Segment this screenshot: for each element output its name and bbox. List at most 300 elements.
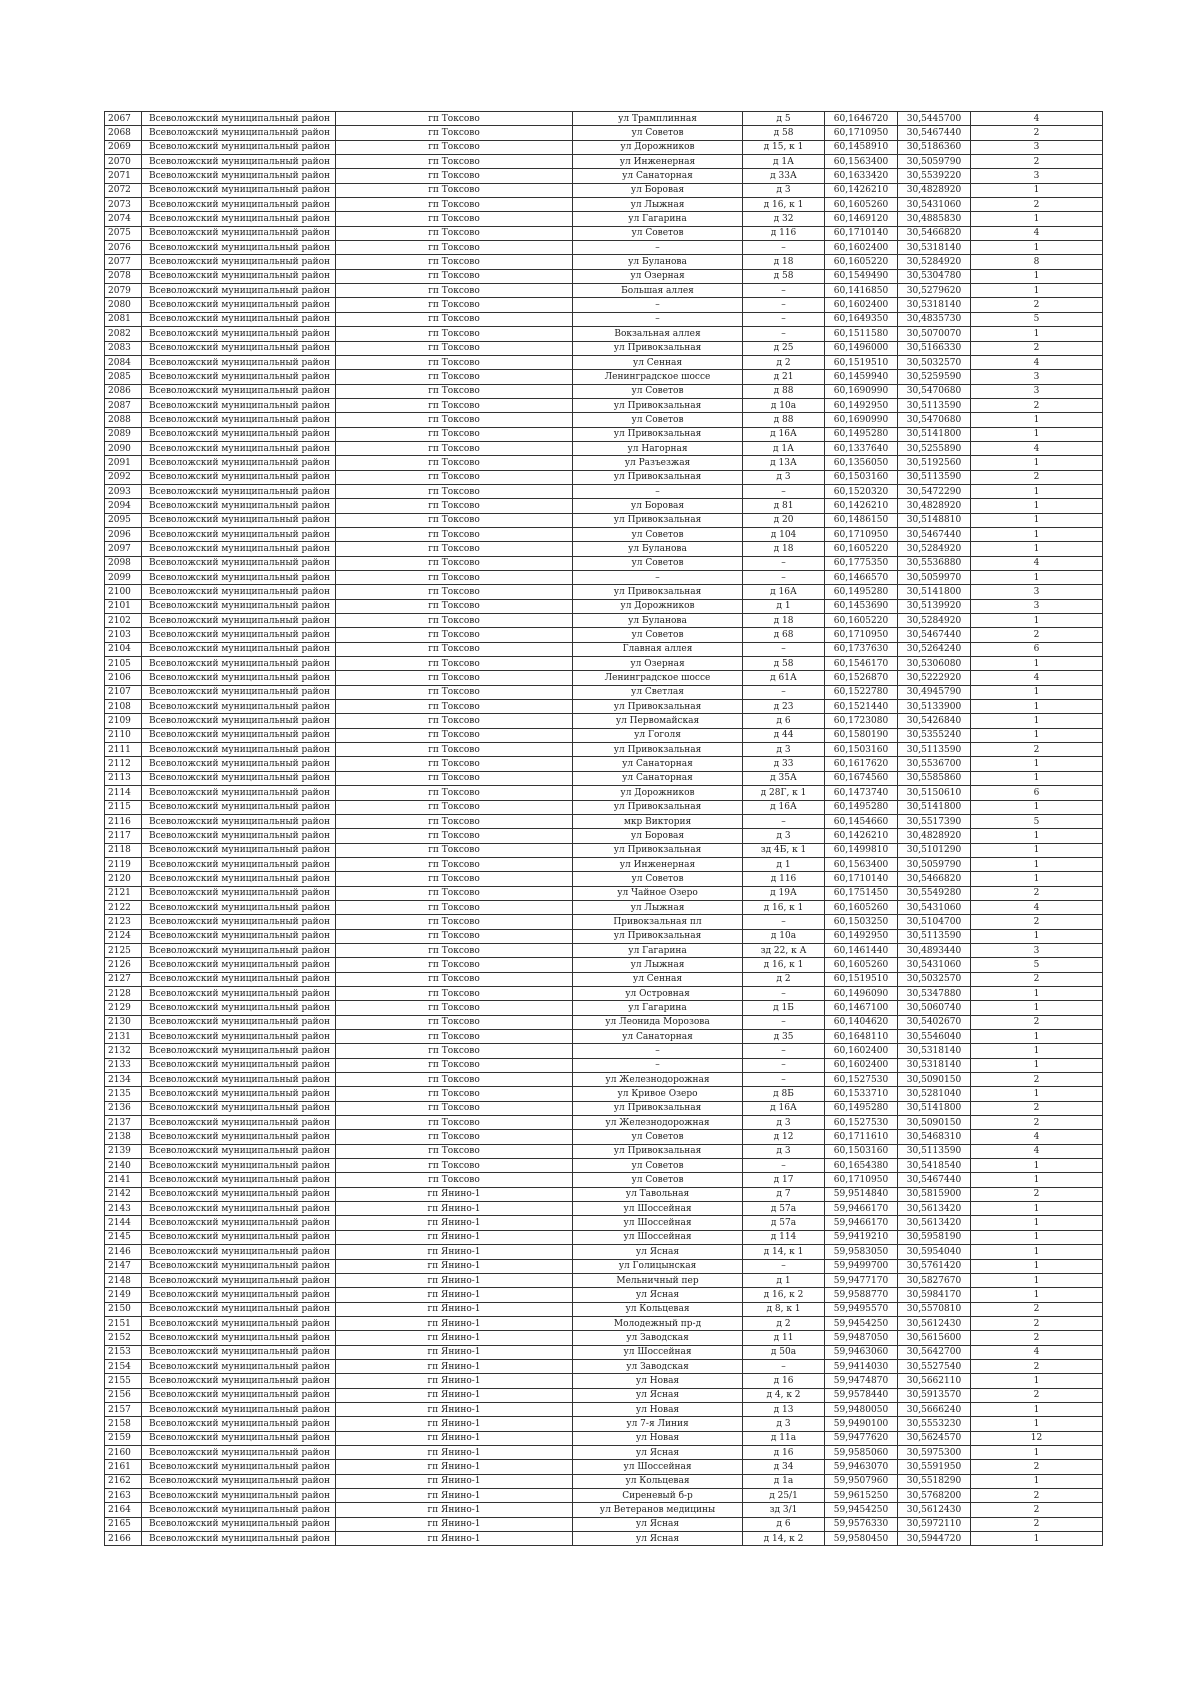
row-id: 2131 (105, 1030, 142, 1044)
table-row (105, 800, 1103, 814)
count-cell: 1 (971, 986, 1103, 1000)
table-row (105, 1058, 1103, 1072)
row-id: 2087 (105, 398, 142, 412)
latitude-cell: 60,1710140 (825, 226, 898, 240)
street-cell: ул Советов (573, 384, 743, 398)
latitude-cell: 59,9576330 (825, 1517, 898, 1531)
house-cell: зд 3/1 (743, 1503, 825, 1517)
district-cell: Всеволожский муниципальный район (142, 413, 336, 427)
row-id: 2074 (105, 212, 142, 226)
table-row (105, 757, 1103, 771)
count-cell: 2 (971, 1302, 1103, 1316)
district-cell: Всеволожский муниципальный район (142, 786, 336, 800)
latitude-cell: 59,9419210 (825, 1230, 898, 1244)
house-cell: д 7 (743, 1187, 825, 1201)
count-cell: 1 (971, 872, 1103, 886)
count-cell: 2 (971, 972, 1103, 986)
street-cell: ул Боровая (573, 499, 743, 513)
count-cell: 2 (971, 1116, 1103, 1130)
district-cell: Всеволожский муниципальный район (142, 872, 336, 886)
settlement-cell: гп Токсово (336, 1144, 573, 1158)
latitude-cell: 60,1492950 (825, 929, 898, 943)
row-id: 2103 (105, 628, 142, 642)
house-cell: д 19А (743, 886, 825, 900)
longitude-cell: 30,5318140 (898, 1058, 971, 1072)
longitude-cell: 30,4945790 (898, 685, 971, 699)
district-cell: Всеволожский муниципальный район (142, 900, 336, 914)
longitude-cell: 30,4828920 (898, 829, 971, 843)
table-row (105, 1173, 1103, 1187)
latitude-cell: 60,1492950 (825, 398, 898, 412)
latitude-cell: 60,1710140 (825, 872, 898, 886)
street-cell: – (573, 571, 743, 585)
settlement-cell: гп Токсово (336, 1073, 573, 1087)
settlement-cell: гп Токсово (336, 470, 573, 484)
table-row (105, 1302, 1103, 1316)
longitude-cell: 30,5141800 (898, 585, 971, 599)
street-cell: Большая аллея (573, 284, 743, 298)
house-cell: д 8Б (743, 1087, 825, 1101)
latitude-cell: 60,1503160 (825, 743, 898, 757)
district-cell: Всеволожский муниципальный район (142, 886, 336, 900)
row-id: 2120 (105, 872, 142, 886)
table-row (105, 614, 1103, 628)
row-id: 2155 (105, 1374, 142, 1388)
row-id: 2110 (105, 728, 142, 742)
latitude-cell: 59,9477170 (825, 1273, 898, 1287)
latitude-cell: 59,9474870 (825, 1374, 898, 1388)
district-cell: Всеволожский муниципальный район (142, 1460, 336, 1474)
house-cell: д 10а (743, 398, 825, 412)
longitude-cell: 30,5192560 (898, 456, 971, 470)
count-cell: 1 (971, 757, 1103, 771)
row-id: 2088 (105, 413, 142, 427)
house-cell: д 28Г, к 1 (743, 786, 825, 800)
house-cell: д 33 (743, 757, 825, 771)
row-id: 2090 (105, 441, 142, 455)
table-row (105, 599, 1103, 613)
house-cell: – (743, 685, 825, 699)
latitude-cell: 60,1404620 (825, 1015, 898, 1029)
house-cell: д 4, к 2 (743, 1388, 825, 1402)
district-cell: Всеволожский муниципальный район (142, 556, 336, 570)
row-id: 2078 (105, 269, 142, 283)
district-cell: Всеволожский муниципальный район (142, 571, 336, 585)
count-cell: 1 (971, 327, 1103, 341)
longitude-cell: 30,5612430 (898, 1503, 971, 1517)
latitude-cell: 60,1710950 (825, 628, 898, 642)
latitude-cell: 60,1503160 (825, 470, 898, 484)
latitude-cell: 59,9495570 (825, 1302, 898, 1316)
house-cell: д 116 (743, 226, 825, 240)
street-cell: Молодежный пр-д (573, 1316, 743, 1330)
street-cell: ул Новая (573, 1431, 743, 1445)
settlement-cell: гп Токсово (336, 1116, 573, 1130)
longitude-cell: 30,5642700 (898, 1345, 971, 1359)
table-row (105, 1030, 1103, 1044)
settlement-cell: гп Токсово (336, 915, 573, 929)
street-cell: ул Советов (573, 413, 743, 427)
table-row (105, 829, 1103, 843)
count-cell: 1 (971, 1374, 1103, 1388)
district-cell: Всеволожский муниципальный район (142, 642, 336, 656)
row-id: 2153 (105, 1345, 142, 1359)
row-id: 2079 (105, 284, 142, 298)
latitude-cell: 60,1602400 (825, 1058, 898, 1072)
district-cell: Всеволожский муниципальный район (142, 155, 336, 169)
latitude-cell: 59,9480050 (825, 1402, 898, 1416)
street-cell: ул Шоссейная (573, 1230, 743, 1244)
row-id: 2104 (105, 642, 142, 656)
settlement-cell: гп Токсово (336, 169, 573, 183)
district-cell: Всеволожский муниципальный район (142, 298, 336, 312)
table-row (105, 470, 1103, 484)
table-row (105, 1216, 1103, 1230)
latitude-cell: 59,9580450 (825, 1532, 898, 1546)
count-cell: 2 (971, 470, 1103, 484)
longitude-cell: 30,4893440 (898, 943, 971, 957)
street-cell: ул Гагарина (573, 212, 743, 226)
longitude-cell: 30,5032570 (898, 355, 971, 369)
latitude-cell: 60,1648110 (825, 1030, 898, 1044)
house-cell: д 1а (743, 1474, 825, 1488)
latitude-cell: 60,1496000 (825, 341, 898, 355)
house-cell: – (743, 1015, 825, 1029)
table-row (105, 872, 1103, 886)
district-cell: Всеволожский муниципальный район (142, 398, 336, 412)
count-cell: 1 (971, 843, 1103, 857)
latitude-cell: 59,9499700 (825, 1259, 898, 1273)
settlement-cell: гп Янино-1 (336, 1474, 573, 1488)
street-cell: ул Ясная (573, 1245, 743, 1259)
count-cell: 4 (971, 900, 1103, 914)
settlement-cell: гп Токсово (336, 484, 573, 498)
street-cell: ул Привокзальная (573, 585, 743, 599)
longitude-cell: 30,5615600 (898, 1331, 971, 1345)
count-cell: 2 (971, 1489, 1103, 1503)
street-cell: ул Ясная (573, 1532, 743, 1546)
district-cell: Всеволожский муниципальный район (142, 183, 336, 197)
longitude-cell: 30,5613420 (898, 1202, 971, 1216)
district-cell: Всеволожский муниципальный район (142, 743, 336, 757)
house-cell: д 68 (743, 628, 825, 642)
district-cell: Всеволожский муниципальный район (142, 700, 336, 714)
longitude-cell: 30,5466820 (898, 226, 971, 240)
table-row (105, 183, 1103, 197)
latitude-cell: 60,1527530 (825, 1073, 898, 1087)
district-cell: Всеволожский муниципальный район (142, 1001, 336, 1015)
settlement-cell: гп Токсово (336, 542, 573, 556)
settlement-cell: гп Янино-1 (336, 1202, 573, 1216)
count-cell: 3 (971, 384, 1103, 398)
house-cell: д 116 (743, 872, 825, 886)
settlement-cell: гп Токсово (336, 714, 573, 728)
street-cell: ул Голицынская (573, 1259, 743, 1273)
latitude-cell: 60,1520320 (825, 484, 898, 498)
table-row (105, 1015, 1103, 1029)
street-cell: ул Сенная (573, 972, 743, 986)
longitude-cell: 30,5104700 (898, 915, 971, 929)
house-cell: – (743, 915, 825, 929)
row-id: 2093 (105, 484, 142, 498)
district-cell: Всеволожский муниципальный район (142, 327, 336, 341)
longitude-cell: 30,5467440 (898, 1173, 971, 1187)
street-cell: ул Дорожников (573, 140, 743, 154)
count-cell: 6 (971, 642, 1103, 656)
latitude-cell: 60,1495280 (825, 800, 898, 814)
longitude-cell: 30,5975300 (898, 1445, 971, 1459)
house-cell: д 5 (743, 112, 825, 126)
row-id: 2107 (105, 685, 142, 699)
row-id: 2095 (105, 513, 142, 527)
district-cell: Всеволожский муниципальный район (142, 1030, 336, 1044)
settlement-cell: гп Токсово (336, 155, 573, 169)
table-row (105, 1460, 1103, 1474)
latitude-cell: 60,1503250 (825, 915, 898, 929)
row-id: 2161 (105, 1460, 142, 1474)
latitude-cell: 60,1527530 (825, 1116, 898, 1130)
street-cell: ул Чайное Озеро (573, 886, 743, 900)
longitude-cell: 30,5141800 (898, 800, 971, 814)
settlement-cell: гп Токсово (336, 312, 573, 326)
row-id: 2166 (105, 1532, 142, 1546)
district-cell: Всеволожский муниципальный район (142, 1331, 336, 1345)
row-id: 2072 (105, 183, 142, 197)
house-cell: д 16 (743, 1374, 825, 1388)
settlement-cell: гп Янино-1 (336, 1331, 573, 1345)
house-cell: д 10а (743, 929, 825, 943)
house-cell: д 15, к 1 (743, 140, 825, 154)
longitude-cell: 30,5355240 (898, 728, 971, 742)
longitude-cell: 30,5527540 (898, 1359, 971, 1373)
latitude-cell: 60,1605220 (825, 614, 898, 628)
street-cell: ул Островная (573, 986, 743, 1000)
street-cell: Привокзальная пл (573, 915, 743, 929)
latitude-cell: 60,1499810 (825, 843, 898, 857)
settlement-cell: гп Янино-1 (336, 1345, 573, 1359)
row-id: 2124 (105, 929, 142, 943)
table-row (105, 112, 1103, 126)
district-cell: Всеволожский муниципальный район (142, 1388, 336, 1402)
count-cell: 1 (971, 728, 1103, 742)
table-row (105, 915, 1103, 929)
district-cell: Всеволожский муниципальный район (142, 1532, 336, 1546)
district-cell: Всеволожский муниципальный район (142, 657, 336, 671)
count-cell: 1 (971, 427, 1103, 441)
settlement-cell: гп Токсово (336, 585, 573, 599)
house-cell: д 3 (743, 470, 825, 484)
street-cell: ул Буланова (573, 614, 743, 628)
table-row (105, 1273, 1103, 1287)
settlement-cell: гп Токсово (336, 1173, 573, 1187)
street-cell: Главная аллея (573, 642, 743, 656)
count-cell: 1 (971, 527, 1103, 541)
settlement-cell: гп Токсово (336, 872, 573, 886)
row-id: 2115 (105, 800, 142, 814)
district-cell: Всеволожский муниципальный район (142, 470, 336, 484)
house-cell: д 21 (743, 370, 825, 384)
latitude-cell: 59,9588770 (825, 1288, 898, 1302)
row-id: 2144 (105, 1216, 142, 1230)
street-cell: – (573, 1058, 743, 1072)
longitude-cell: 30,5186360 (898, 140, 971, 154)
settlement-cell: гп Янино-1 (336, 1273, 573, 1287)
latitude-cell: 60,1605260 (825, 198, 898, 212)
district-cell: Всеволожский муниципальный район (142, 771, 336, 785)
district-cell: Всеволожский муниципальный район (142, 312, 336, 326)
settlement-cell: гп Токсово (336, 298, 573, 312)
street-cell: – (573, 1044, 743, 1058)
settlement-cell: гп Токсово (336, 743, 573, 757)
count-cell: 2 (971, 886, 1103, 900)
table-row (105, 1489, 1103, 1503)
table-row (105, 1187, 1103, 1201)
settlement-cell: гп Токсово (336, 685, 573, 699)
district-cell: Всеволожский муниципальный район (142, 1316, 336, 1330)
street-cell: ул Санаторная (573, 169, 743, 183)
longitude-cell: 30,5032570 (898, 972, 971, 986)
row-id: 2158 (105, 1417, 142, 1431)
count-cell: 1 (971, 1058, 1103, 1072)
row-id: 2128 (105, 986, 142, 1000)
house-cell: д 104 (743, 527, 825, 541)
count-cell: 4 (971, 556, 1103, 570)
longitude-cell: 30,4828920 (898, 183, 971, 197)
longitude-cell: 30,5306080 (898, 657, 971, 671)
latitude-cell: 60,1710950 (825, 126, 898, 140)
table-row (105, 212, 1103, 226)
house-cell: д 88 (743, 413, 825, 427)
settlement-cell: гп Токсово (336, 269, 573, 283)
settlement-cell: гп Токсово (336, 1001, 573, 1015)
latitude-cell: 59,9463060 (825, 1345, 898, 1359)
latitude-cell: 60,1522780 (825, 685, 898, 699)
row-id: 2118 (105, 843, 142, 857)
count-cell: 5 (971, 814, 1103, 828)
latitude-cell: 59,9477620 (825, 1431, 898, 1445)
row-id: 2146 (105, 1245, 142, 1259)
district-cell: Всеволожский муниципальный район (142, 355, 336, 369)
settlement-cell: гп Токсово (336, 843, 573, 857)
house-cell: д 32 (743, 212, 825, 226)
longitude-cell: 30,5059790 (898, 857, 971, 871)
row-id: 2099 (105, 571, 142, 585)
district-cell: Всеволожский муниципальный район (142, 284, 336, 298)
district-cell: Всеволожский муниципальный район (142, 614, 336, 628)
table-row (105, 255, 1103, 269)
table-row (105, 484, 1103, 498)
district-cell: Всеволожский муниципальный район (142, 169, 336, 183)
district-cell: Всеволожский муниципальный район (142, 499, 336, 513)
longitude-cell: 30,5166330 (898, 341, 971, 355)
street-cell: ул Дорожников (573, 599, 743, 613)
latitude-cell: 60,1496090 (825, 986, 898, 1000)
district-cell: Всеволожский муниципальный район (142, 441, 336, 455)
longitude-cell: 30,5418540 (898, 1159, 971, 1173)
table-row (105, 1230, 1103, 1244)
count-cell: 2 (971, 1359, 1103, 1373)
district-cell: Всеволожский муниципальный район (142, 255, 336, 269)
district-cell: Всеволожский муниципальный район (142, 212, 336, 226)
latitude-cell: 60,1602400 (825, 1044, 898, 1058)
district-cell: Всеволожский муниципальный район (142, 1273, 336, 1287)
count-cell: 4 (971, 1130, 1103, 1144)
settlement-cell: гп Токсово (336, 1015, 573, 1029)
table-row (105, 456, 1103, 470)
house-cell: – (743, 642, 825, 656)
settlement-cell: гп Токсово (336, 198, 573, 212)
street-cell: ул Привокзальная (573, 341, 743, 355)
latitude-cell: 60,1690990 (825, 384, 898, 398)
settlement-cell: гп Токсово (336, 771, 573, 785)
table-row (105, 355, 1103, 369)
street-cell: ул Озерная (573, 269, 743, 283)
table-row (105, 743, 1103, 757)
street-cell: ул Советов (573, 527, 743, 541)
row-id: 2149 (105, 1288, 142, 1302)
table-row (105, 1388, 1103, 1402)
longitude-cell: 30,5148810 (898, 513, 971, 527)
longitude-cell: 30,5517390 (898, 814, 971, 828)
latitude-cell: 60,1775350 (825, 556, 898, 570)
settlement-cell: гп Янино-1 (336, 1259, 573, 1273)
longitude-cell: 30,5827670 (898, 1273, 971, 1287)
latitude-cell: 59,9615250 (825, 1489, 898, 1503)
settlement-cell: гп Токсово (336, 255, 573, 269)
count-cell: 1 (971, 800, 1103, 814)
count-cell: 1 (971, 714, 1103, 728)
table-row (105, 972, 1103, 986)
latitude-cell: 60,1416850 (825, 284, 898, 298)
table-row (105, 1316, 1103, 1330)
count-cell: 1 (971, 1044, 1103, 1058)
street-cell: ул Санаторная (573, 1030, 743, 1044)
row-id: 2116 (105, 814, 142, 828)
latitude-cell: 59,9507960 (825, 1474, 898, 1488)
row-id: 2071 (105, 169, 142, 183)
longitude-cell: 30,5318140 (898, 1044, 971, 1058)
row-id: 2132 (105, 1044, 142, 1058)
district-cell: Всеволожский муниципальный район (142, 484, 336, 498)
street-cell: ул Ясная (573, 1288, 743, 1302)
settlement-cell: гп Янино-1 (336, 1359, 573, 1373)
street-cell: ул Гагарина (573, 1001, 743, 1015)
settlement-cell: гп Токсово (336, 1130, 573, 1144)
row-id: 2073 (105, 198, 142, 212)
settlement-cell: гп Токсово (336, 327, 573, 341)
longitude-cell: 30,5624570 (898, 1431, 971, 1445)
house-cell: д 61А (743, 671, 825, 685)
longitude-cell: 30,5284920 (898, 614, 971, 628)
street-cell: ул Тавольная (573, 1187, 743, 1201)
street-cell: ул Лыжная (573, 900, 743, 914)
count-cell: 1 (971, 1273, 1103, 1287)
district-cell: Всеволожский муниципальный район (142, 1216, 336, 1230)
street-cell: ул 7-я Линия (573, 1417, 743, 1431)
count-cell: 4 (971, 671, 1103, 685)
count-cell: 4 (971, 1345, 1103, 1359)
count-cell: 1 (971, 542, 1103, 556)
settlement-cell: гп Токсово (336, 700, 573, 714)
count-cell: 2 (971, 1073, 1103, 1087)
longitude-cell: 30,5141800 (898, 427, 971, 441)
settlement-cell: гп Токсово (336, 140, 573, 154)
count-cell: 8 (971, 255, 1103, 269)
row-id: 2126 (105, 958, 142, 972)
settlement-cell: гп Янино-1 (336, 1445, 573, 1459)
table-row (105, 499, 1103, 513)
row-id: 2148 (105, 1273, 142, 1287)
